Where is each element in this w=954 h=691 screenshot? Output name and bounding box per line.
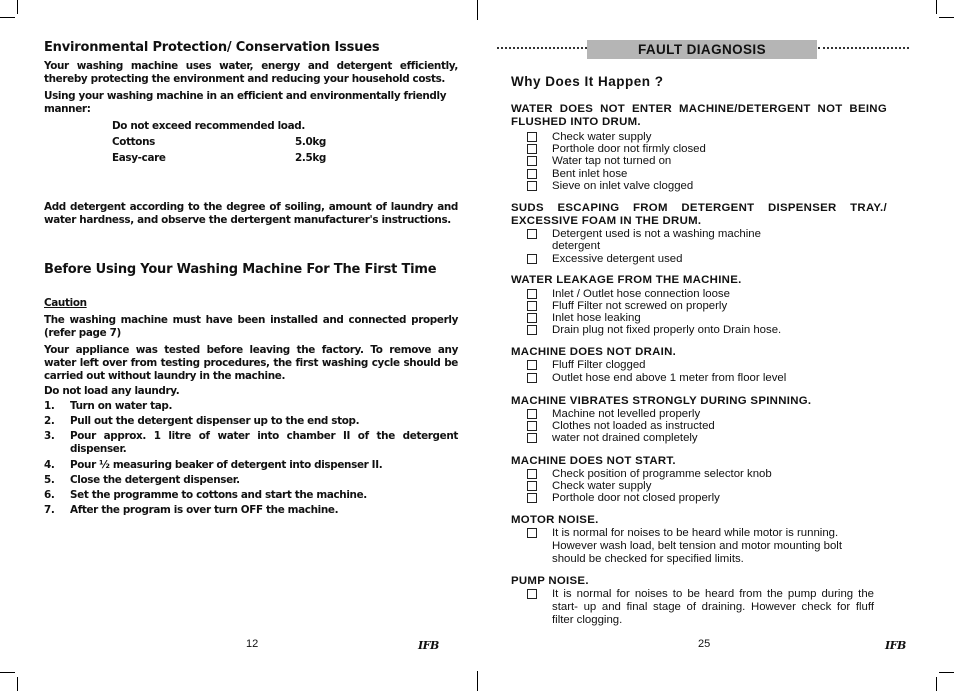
fault-heading: MACHINE VIBRATES STRONGLY DURING SPINNING. xyxy=(511,395,812,407)
banner-title: FAULT DIAGNOSIS xyxy=(637,42,766,57)
crop-mark xyxy=(939,672,954,673)
ifb-logo: IFB xyxy=(885,639,906,652)
fault-item-text: Inlet hose leaking xyxy=(552,312,641,324)
banner-dots-left xyxy=(497,47,587,49)
load-name: Easy-care xyxy=(112,152,166,164)
step xyxy=(44,415,458,429)
step-text: Pull out the detergent dispenser up to the end stop. xyxy=(70,415,360,427)
step-number: 4. xyxy=(44,459,55,471)
right-page xyxy=(497,0,909,691)
fault-item-text: Porthole door not firmly closed xyxy=(552,143,706,155)
fault-heading: SUDS ESCAPING FROM DETERGENT DISPENSER TRAY./ EXCESSIVE FOAM IN THE DRUM. xyxy=(511,202,887,227)
checkbox-icon xyxy=(527,156,537,166)
crop-mark xyxy=(0,672,15,673)
step xyxy=(44,504,458,518)
step-number: 1. xyxy=(44,400,55,412)
caution-paragraph-2: Your appliance was tested before leaving the factory. To remove any water left over from testing procedures, the first washing cycle should be carried out without laundry in the machine. xyxy=(44,344,458,382)
step xyxy=(44,400,458,414)
checkbox-icon xyxy=(527,433,537,443)
fault-item-text: Check position of programme selector knob xyxy=(552,468,772,480)
checkbox-icon xyxy=(527,481,537,491)
fault-item-text: Outlet hose end above 1 meter from floor level xyxy=(552,372,787,384)
fault-heading: WATER LEAKAGE FROM THE MACHINE. xyxy=(511,274,742,286)
step-number: 7. xyxy=(44,504,55,516)
step-number: 5. xyxy=(44,474,55,486)
checkbox-icon xyxy=(527,169,537,179)
crop-mark xyxy=(17,0,18,14)
fault-item-text: Porthole door not closed properly xyxy=(552,492,720,504)
step xyxy=(44,474,458,488)
load-note: Do not exceed recommended load. xyxy=(112,120,305,132)
checkbox-icon xyxy=(527,409,537,419)
fault-item-text: Sieve on inlet valve clogged xyxy=(552,180,694,192)
crop-mark xyxy=(477,671,478,691)
ifb-logo: IFB xyxy=(418,639,439,652)
fault-item-text: Clothes not loaded as instructed xyxy=(552,420,715,432)
step-text: Turn on water tap. xyxy=(70,400,173,412)
fault-item-text: Bent inlet hose xyxy=(552,168,628,180)
checkbox-icon xyxy=(527,301,537,311)
checkbox-icon xyxy=(527,289,537,299)
crop-mark xyxy=(939,17,954,18)
checkbox-icon xyxy=(527,132,537,142)
banner-dots-right xyxy=(818,47,909,49)
detergent-note: Add detergent according to the degree of soiling, amount of laundry and water hardness, and observe the dertergent manufacturer's instructions. xyxy=(44,201,458,226)
checkbox-icon xyxy=(527,589,537,599)
caution-label: Caution xyxy=(44,297,87,309)
checkbox-icon xyxy=(527,493,537,503)
env-paragraph-1: Your washing machine uses water, energy and detergent efficiently, thereby protecting the environment and reducing your household costs. xyxy=(44,60,458,85)
checkbox-icon xyxy=(527,528,537,538)
fault-item-text: Excessive detergent used xyxy=(552,253,683,265)
fault-diagnosis-banner xyxy=(587,40,817,59)
step-number: 3. xyxy=(44,430,55,442)
crop-mark xyxy=(0,17,15,18)
step xyxy=(44,459,458,473)
step-text: Set the programme to cottons and start the machine. xyxy=(70,489,367,501)
fault-item-text: Drain plug not fixed properly onto Drain hose. xyxy=(552,324,782,336)
page-number: 12 xyxy=(246,638,259,650)
fault-item-text: Water tap not turned on xyxy=(552,155,672,167)
crop-mark xyxy=(936,0,937,14)
fault-item-text: Detergent used is not a washing machine detergent xyxy=(552,228,761,253)
checkbox-icon xyxy=(527,144,537,154)
fault-heading: WATER DOES NOT ENTER MACHINE/DETERGENT NOT BEING FLUSHED INTO DRUM. xyxy=(511,103,887,128)
why-heading: Why Does It Happen ? xyxy=(511,74,664,89)
fault-item-text: Fluff Filter not screwed on properly xyxy=(552,300,728,312)
env-paragraph-2: Using your washing machine in an efficient and environmentally friendly manner: xyxy=(44,90,447,115)
checkbox-icon xyxy=(527,181,537,191)
fault-item-text: It is normal for noises to be heard from the pump during the start- up and final stage of draining. However check for fluff filter clogging. xyxy=(552,588,874,626)
crop-mark xyxy=(17,677,18,691)
step-number: 2. xyxy=(44,415,55,427)
fault-item-text: Check water supply xyxy=(552,131,652,143)
step-text: Pour approx. 1 litre of water into chamber II of the detergent dispenser. xyxy=(70,430,458,455)
fault-heading: MACHINE DOES NOT START. xyxy=(511,455,676,467)
fault-item-text: Fluff Filter clogged xyxy=(552,359,646,371)
checkbox-icon xyxy=(527,373,537,383)
step xyxy=(44,430,458,458)
step-text: Pour ½ measuring beaker of detergent into dispenser II. xyxy=(70,459,383,471)
no-laundry-note: Do not load any laundry. xyxy=(44,385,180,397)
fault-item-text: Inlet / Outlet hose connection loose xyxy=(552,288,730,300)
checkbox-icon xyxy=(527,229,537,239)
checkbox-icon xyxy=(527,313,537,323)
load-name: Cottons xyxy=(112,136,155,148)
left-page xyxy=(44,0,458,691)
step-text: After the program is over turn OFF the machine. xyxy=(70,504,339,516)
fault-item-text: It is normal for noises to be heard while motor is running. However wash load, belt tension and motor mounting bolt should be checked for specified limits. xyxy=(552,527,842,565)
checkbox-icon xyxy=(527,421,537,431)
page-number: 25 xyxy=(698,638,711,650)
load-value: 5.0kg xyxy=(295,136,327,148)
step xyxy=(44,489,458,503)
before-title: Before Using Your Washing Machine For The First Time xyxy=(44,262,437,277)
load-value: 2.5kg xyxy=(295,152,327,164)
fault-heading: MOTOR NOISE. xyxy=(511,514,599,526)
step-number: 6. xyxy=(44,489,55,501)
checkbox-icon xyxy=(527,360,537,370)
caution-paragraph-1: The washing machine must have been installed and connected properly (refer page 7) xyxy=(44,314,458,339)
env-title: Environmental Protection/ Conservation Issues xyxy=(44,40,380,55)
checkbox-icon xyxy=(527,254,537,264)
checkbox-icon xyxy=(527,469,537,479)
fault-item-text: water not drained completely xyxy=(552,432,698,444)
crop-mark xyxy=(936,677,937,691)
fault-heading: MACHINE DOES NOT DRAIN. xyxy=(511,346,677,358)
fault-item-text: Check water supply xyxy=(552,480,652,492)
crop-mark xyxy=(477,0,478,20)
fault-item-text: Machine not levelled properly xyxy=(552,408,701,420)
checkbox-icon xyxy=(527,325,537,335)
step-text: Close the detergent dispenser. xyxy=(70,474,240,486)
fault-heading: PUMP NOISE. xyxy=(511,575,589,587)
